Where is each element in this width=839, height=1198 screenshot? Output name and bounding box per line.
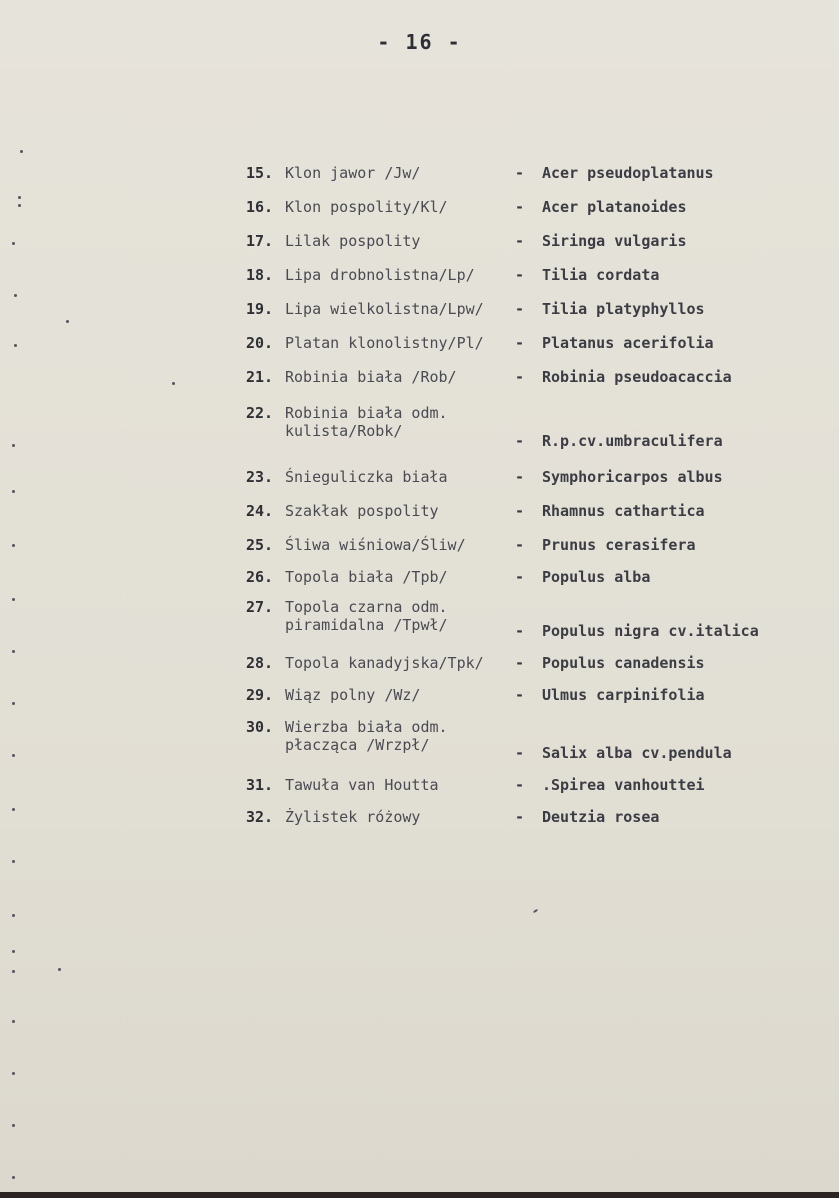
polish-name: Lipa drobnolistna/Lp/ xyxy=(285,266,475,284)
polish-name: Żylistek różowy xyxy=(285,808,421,826)
latin-name: .Spirea vanhouttei xyxy=(542,776,705,794)
polish-name: Topola czarna odm. piramidalna /Tpwł/ xyxy=(285,598,448,634)
margin-speck xyxy=(172,382,175,385)
latin-name: Siringa vulgaris xyxy=(542,232,687,250)
margin-speck xyxy=(12,914,15,917)
polish-name: Wiąz polny /Wz/ xyxy=(285,686,421,704)
margin-speck xyxy=(12,1020,15,1023)
latin-name: R.p.cv.umbraculifera xyxy=(542,432,723,450)
latin-name: Rhamnus cathartica xyxy=(542,502,705,520)
latin-name: Ulmus carpinifolia xyxy=(542,686,705,704)
latin-name: Prunus cerasifera xyxy=(542,536,696,554)
entry-number: 30. xyxy=(246,718,274,736)
latin-name: Populus alba xyxy=(542,568,651,586)
margin-speck xyxy=(12,1176,15,1179)
entry-dash: - xyxy=(515,432,525,450)
polish-name: Topola kanadyjska/Tpk/ xyxy=(285,654,484,672)
entry-number: 21. xyxy=(246,368,274,386)
polish-name: Topola biała /Tpb/ xyxy=(285,568,448,586)
entry-dash: - xyxy=(515,334,525,352)
entry-dash: - xyxy=(515,266,525,284)
entry-dash: - xyxy=(515,468,525,486)
entry-number: 18. xyxy=(246,266,274,284)
margin-speck xyxy=(12,650,15,653)
entry-dash: - xyxy=(515,300,525,318)
entry-dash: - xyxy=(515,622,525,640)
entry-dash: - xyxy=(515,164,525,182)
entry-number: 16. xyxy=(246,198,274,216)
polish-name: Wierzba biała odm. płacząca /Wrzpł/ xyxy=(285,718,448,754)
entry-number: 15. xyxy=(246,164,274,182)
paper-speck xyxy=(533,909,538,914)
polish-name: Klon pospolity/Kl/ xyxy=(285,198,448,216)
entry-number: 27. xyxy=(246,598,274,616)
margin-speck xyxy=(18,196,21,199)
margin-speck xyxy=(12,444,15,447)
margin-speck xyxy=(12,702,15,705)
entry-dash: - xyxy=(515,654,525,672)
entry-number: 24. xyxy=(246,502,274,520)
scan-bottom-edge xyxy=(0,1192,839,1198)
polish-name: Śnieguliczka biała xyxy=(285,468,448,486)
entry-number: 23. xyxy=(246,468,274,486)
entry-dash: - xyxy=(515,232,525,250)
polish-name: Robinia biała odm. kulista/Robk/ xyxy=(285,404,448,440)
margin-speck xyxy=(12,544,15,547)
latin-name: Populus nigra cv.italica xyxy=(542,622,759,640)
margin-speck xyxy=(12,490,15,493)
entry-number: 26. xyxy=(246,568,274,586)
margin-speck xyxy=(20,150,23,153)
page-number: - 16 - xyxy=(377,30,462,54)
margin-speck xyxy=(12,1072,15,1075)
margin-speck xyxy=(12,860,15,863)
entry-dash: - xyxy=(515,744,525,762)
polish-name: Platan klonolistny/Pl/ xyxy=(285,334,484,352)
margin-speck xyxy=(58,968,61,971)
entry-number: 17. xyxy=(246,232,274,250)
latin-name: Acer pseudoplatanus xyxy=(542,164,714,182)
polish-name: Lipa wielkolistna/Lpw/ xyxy=(285,300,484,318)
margin-speck xyxy=(12,950,15,953)
latin-name: Deutzia rosea xyxy=(542,808,660,826)
latin-name: Salix alba cv.pendula xyxy=(542,744,732,762)
margin-speck xyxy=(12,1124,15,1127)
margin-speck xyxy=(12,598,15,601)
entry-dash: - xyxy=(515,776,525,794)
entry-number: 25. xyxy=(246,536,274,554)
latin-name: Tilia platyphyllos xyxy=(542,300,705,318)
entry-number: 22. xyxy=(246,404,274,422)
latin-name: Populus canadensis xyxy=(542,654,705,672)
margin-speck xyxy=(12,754,15,757)
latin-name: Robinia pseudoacaccia xyxy=(542,368,732,386)
entry-number: 19. xyxy=(246,300,274,318)
margin-speck xyxy=(12,808,15,811)
entry-dash: - xyxy=(515,568,525,586)
polish-name: Lilak pospolity xyxy=(285,232,421,250)
entry-number: 31. xyxy=(246,776,274,794)
polish-name: Szakłak pospolity xyxy=(285,502,439,520)
entry-dash: - xyxy=(515,808,525,826)
entry-dash: - xyxy=(515,198,525,216)
entry-number: 32. xyxy=(246,808,274,826)
margin-speck xyxy=(14,294,17,297)
latin-name: Acer platanoides xyxy=(542,198,687,216)
entry-number: 29. xyxy=(246,686,274,704)
margin-speck xyxy=(14,344,17,347)
polish-name: Klon jawor /Jw/ xyxy=(285,164,421,182)
entry-dash: - xyxy=(515,536,525,554)
latin-name: Platanus acerifolia xyxy=(542,334,714,352)
entry-dash: - xyxy=(515,368,525,386)
polish-name: Robinia biała /Rob/ xyxy=(285,368,457,386)
polish-name: Śliwa wiśniowa/Śliw/ xyxy=(285,536,466,554)
margin-speck xyxy=(12,970,15,973)
latin-name: Symphoricarpos albus xyxy=(542,468,723,486)
margin-speck xyxy=(66,320,69,323)
polish-name: Tawuła van Houtta xyxy=(285,776,439,794)
entry-dash: - xyxy=(515,686,525,704)
margin-speck xyxy=(12,242,15,245)
entry-number: 20. xyxy=(246,334,274,352)
margin-speck xyxy=(18,204,21,207)
entry-dash: - xyxy=(515,502,525,520)
entry-number: 28. xyxy=(246,654,274,672)
latin-name: Tilia cordata xyxy=(542,266,660,284)
